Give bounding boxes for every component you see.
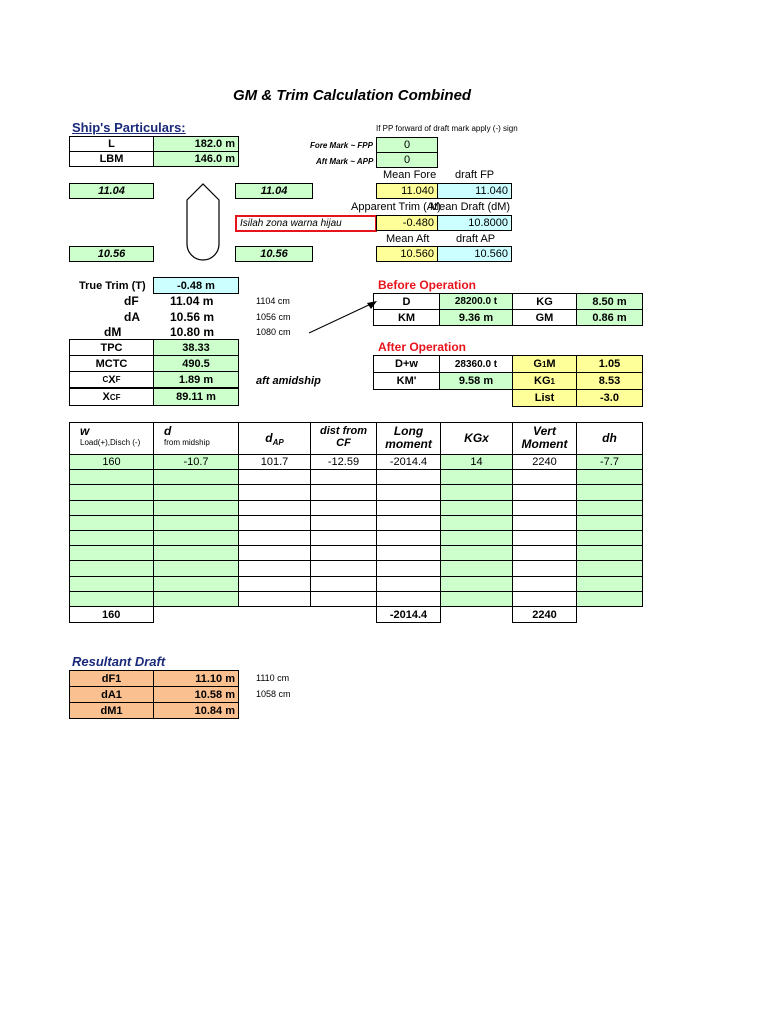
aft-draft-port[interactable]: 10.56 [69,246,154,262]
total-d [153,606,239,623]
cell-kgx-row5[interactable] [440,515,513,531]
true-trim-label: True Trim (T) [79,280,146,292]
xcf-label [69,388,154,406]
mean-draft-label: Mean Draft (dM) [430,201,511,213]
header-d-sub: from midship [164,438,210,447]
apparent-trim-value: -0.480 [376,215,438,231]
dm-label: dM [104,325,122,339]
cell-long-moment-row4 [376,500,441,516]
cell-d-row5[interactable] [153,515,239,531]
true-trim-value: -0.48 m [153,277,239,294]
cell-w-row6[interactable] [69,530,154,546]
cxf-label [69,371,154,388]
aft-mark-label: Aft Mark ~ APP [316,157,374,166]
cell-dh-row6[interactable] [576,530,643,546]
dw-value: 28360.0 t [439,355,513,373]
cell-d-row8[interactable] [153,560,239,576]
gm-value: 0.86 m [576,309,643,326]
cxf-sub: F [115,375,121,384]
cell-dap-row3 [238,484,311,500]
cell-long-moment-row2 [376,469,441,485]
cell-kgx-row9[interactable] [440,576,513,592]
cell-dist-cf-row8 [310,560,377,576]
cell-w-row2[interactable] [69,469,154,485]
mean-aft-value: 10.560 [376,246,438,262]
cell-dap-row5 [238,515,311,531]
length-label: L [69,136,154,152]
cell-vert-moment-row6 [512,530,577,546]
dm1-label: dM1 [69,702,154,719]
cell-vert-moment-row7 [512,545,577,561]
cell-dist-cf-row10 [310,591,377,607]
fore-mark-value[interactable]: 0 [376,137,438,153]
cell-dist-cf-row6 [310,530,377,546]
km-label: KM [373,309,440,326]
da-label: dA [124,310,140,324]
km-prime-label: KM' [373,372,440,390]
header-d-main: d [164,424,172,438]
header-d [153,422,239,455]
cell-vert-moment-row10 [512,591,577,607]
cell-kgx-row7[interactable] [440,545,513,561]
header-vert-moment [512,422,577,455]
header-dh: dh [576,422,643,455]
header-vert-l1: Vert [533,424,556,438]
header-dap-sub: AP [272,438,284,448]
before-operation-heading: Before Operation [378,278,477,292]
g1m-label [512,355,577,373]
cell-dh-row10[interactable] [576,591,643,607]
kg1-label [512,372,577,390]
total-long-moment: -2014.4 [376,606,441,623]
cell-long-moment-row9 [376,576,441,592]
length-value[interactable]: 182.0 m [153,136,239,152]
header-dap-main: d [265,431,273,445]
cxf-value: 1.89 m [153,371,239,388]
xcf-sub: CF [109,392,121,402]
header-long-l1: Long [393,424,424,438]
cxf-main: X [108,373,116,386]
cell-dist-cf-row1: -12.59 [310,454,377,470]
g1m-pre: G [533,358,542,370]
cell-dh-row7[interactable] [576,545,643,561]
da1-cm: 1058 cm [256,689,291,699]
apparent-trim-label: Apparent Trim (At) [351,201,441,213]
draft-ap-value: 10.560 [437,246,512,262]
header-kgx: KGx [440,422,513,455]
tpc-value[interactable]: 38.33 [153,339,239,356]
cell-dap-row9 [238,576,311,592]
cell-w-row10[interactable] [69,591,154,607]
df1-label: dF1 [69,670,154,687]
dm-value: 10.80 m [170,325,215,339]
cell-w-row4[interactable] [69,500,154,516]
cell-dh-row8[interactable] [576,560,643,576]
g1m-post: M [546,358,556,370]
cell-dist-cf-row5 [310,515,377,531]
cell-d-row1[interactable]: -10.7 [153,454,239,470]
kg-label: KG [512,293,577,310]
km-prime-value[interactable]: 9.58 m [439,372,513,390]
particulars-heading: Ship's Particulars: [72,120,186,135]
mctc-label: MCTC [69,355,154,372]
mctc-value[interactable]: 490.5 [153,355,239,372]
g1m-value: 1.05 [576,355,643,373]
cell-vert-moment-row4 [512,500,577,516]
cell-long-moment-row8 [376,560,441,576]
kg1-pre: KG [534,375,551,387]
cell-w-row8[interactable] [69,560,154,576]
cell-vert-moment-row2 [512,469,577,485]
cell-w-row3[interactable] [69,484,154,500]
cell-dh-row3[interactable] [576,484,643,500]
cell-dh-row9[interactable] [576,576,643,592]
mean-fore-label: Mean Fore [383,169,437,181]
cell-dist-cf-row3 [310,484,377,500]
displacement-value: 28200.0 t [439,293,513,310]
cell-dap-row4 [238,500,311,516]
cell-dh-row5[interactable] [576,515,643,531]
gm-label: GM [512,309,577,326]
df-cm: 1104 cm [256,296,290,306]
cell-dist-cf-row9 [310,576,377,592]
cell-dap-row10 [238,591,311,607]
header-long-l2: moment [385,437,432,451]
fore-draft-stbd[interactable]: 11.04 [235,183,313,199]
da1-label: dA1 [69,686,154,703]
cell-long-moment-row5 [376,515,441,531]
cell-w-row7[interactable] [69,545,154,561]
lbm-label: LBM [69,151,154,167]
dm1-value: 10.84 m [153,702,239,719]
df-value: 11.04 m [170,294,214,308]
g1m-sub: 1 [541,359,547,369]
cell-dap-row2 [238,469,311,485]
cell-long-moment-row7 [376,545,441,561]
after-operation-heading: After Operation [378,340,467,354]
header-dist-l1: dist from [319,425,368,437]
km-value[interactable]: 9.36 m [439,309,513,326]
page-title: GM & Trim Calculation Combined [233,87,472,104]
aft-amidship-note: aft amidship [256,375,321,387]
cell-dh-row2[interactable] [576,469,643,485]
header-w [69,422,154,455]
header-dist-cf [310,422,377,455]
df1-value: 11.10 m [153,670,239,687]
cell-kgx-row6[interactable] [440,530,513,546]
cell-vert-moment-row8 [512,560,577,576]
cell-vert-moment-row1: 2240 [512,454,577,470]
header-vert-l2: Moment [521,437,568,451]
fore-draft-port[interactable]: 11.04 [69,183,154,199]
cell-dist-cf-row4 [310,500,377,516]
ship-outline-icon [183,180,223,264]
cell-d-row3[interactable] [153,484,239,500]
header-w-main: w [80,424,90,438]
cell-w-row5[interactable] [69,515,154,531]
resultant-draft-heading: Resultant Draft [72,654,166,669]
cell-long-moment-row6 [376,530,441,546]
kg1-sub: 1 [550,376,555,386]
mean-aft-label: Mean Aft [386,233,430,245]
cell-d-row9[interactable] [153,576,239,592]
header-w-sub: Load(+),Disch (-) [80,438,141,447]
cell-dh-row4[interactable] [576,500,643,516]
header-long-moment [376,422,441,455]
da-value: 10.56 m [170,310,215,324]
draft-ap-label: draft AP [456,233,496,245]
mean-fore-value: 11.040 [376,183,438,199]
cell-d-row2[interactable] [153,469,239,485]
cell-dap-row1: 101.7 [238,454,311,470]
cell-kgx-row1[interactable]: 14 [440,454,513,470]
cxf-pre: C [102,375,109,384]
cell-kgx-row8[interactable] [440,560,513,576]
cell-kgx-row4[interactable] [440,500,513,516]
mean-draft-value: 10.8000 [437,215,512,231]
dw-label: D+w [373,355,440,373]
cell-d-row10[interactable] [153,591,239,607]
cell-dap-row8 [238,560,311,576]
green-zone-note: Isilah zona warna hijau [235,215,377,232]
kg1-value: 8.53 [576,372,643,390]
list-label: List [512,389,577,407]
cell-dh-row1[interactable]: -7.7 [576,454,643,470]
cell-w-row9[interactable] [69,576,154,592]
cell-long-moment-row1: -2014.4 [376,454,441,470]
da-cm: 1056 cm [256,312,291,322]
cell-dist-cf-row2 [310,469,377,485]
cell-vert-moment-row5 [512,515,577,531]
df1-cm: 1110 cm [256,673,290,683]
cell-d-row7[interactable] [153,545,239,561]
dm-cm: 1080 cm [256,327,291,337]
kg-value[interactable]: 8.50 m [576,293,643,310]
draft-fp-label: draft FP [455,169,495,181]
cell-d-row4[interactable] [153,500,239,516]
tpc-label: TPC [69,339,154,356]
sign-note: If PP forward of draft mark apply (-) sign [376,124,518,133]
list-value: -3.0 [576,389,643,407]
lbm-value[interactable]: 146.0 m [153,151,239,167]
header-dist-l2: CF [336,437,351,449]
aft-draft-stbd[interactable]: 10.56 [235,246,313,262]
xcf-main: X [102,391,110,403]
df-label: dF [124,294,139,308]
cell-dist-cf-row7 [310,545,377,561]
aft-mark-value[interactable]: 0 [376,152,438,168]
cell-long-moment-row3 [376,484,441,500]
cell-w-row1[interactable]: 160 [69,454,154,470]
cell-dap-row6 [238,530,311,546]
cell-vert-moment-row3 [512,484,577,500]
xcf-value[interactable]: 89.11 m [153,388,239,406]
fore-mark-label: Fore Mark ~ FPP [310,141,373,150]
draft-fp-value: 11.040 [437,183,512,199]
cell-kgx-row3[interactable] [440,484,513,500]
cell-long-moment-row10 [376,591,441,607]
header-dap [238,422,311,455]
cell-vert-moment-row9 [512,576,577,592]
total-vert-moment: 2240 [512,606,577,623]
total-w: 160 [69,606,154,623]
da1-value: 10.58 m [153,686,239,703]
displacement-label: D [373,293,440,310]
cell-kgx-row10[interactable] [440,591,513,607]
cell-dap-row7 [238,545,311,561]
cell-kgx-row2[interactable] [440,469,513,485]
cell-d-row6[interactable] [153,530,239,546]
